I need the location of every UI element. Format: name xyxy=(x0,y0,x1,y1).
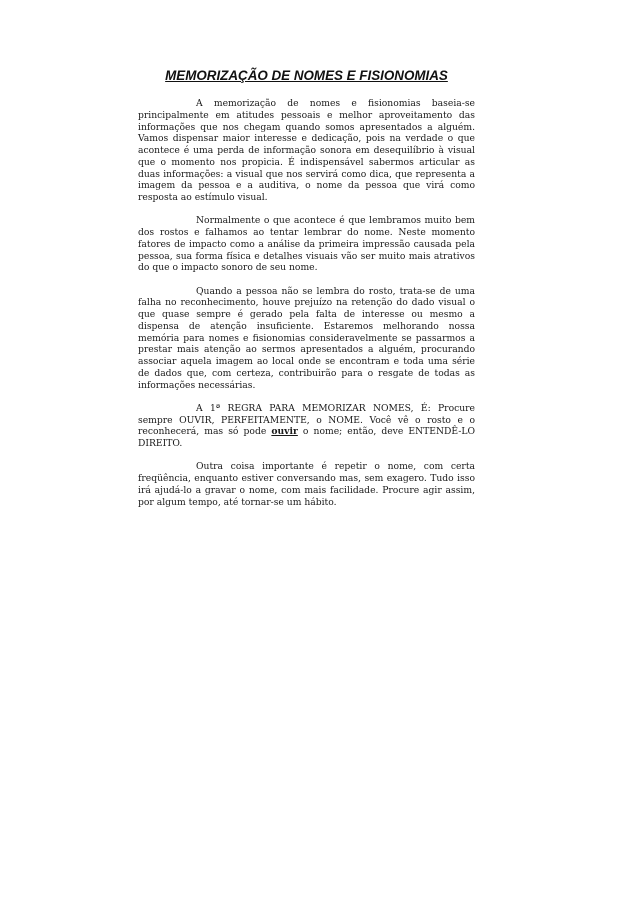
paragraph-1: A memorização de nomes e fisionomias baseia-se principalmente em atitudes pessoais e melhor aproveitamento das informações que nos chegam quando somos apresentados a alguém. Vamos dispensar maior interesse e dedicação, pois na verdade o que acontece é uma perda de informação sonora em desequilíbrio à visual que o momento nos propicia. É indispensável sabermos articular as duas informações: a visual que nos servirá como dica, que representa a imagem da pessoa e a auditiva, o nome da pessoa que virá como resposta ao estímulo visual. xyxy=(138,98,475,203)
rule-text-after: o nome; então, deve ENTENDÊ-LO DIREITO. xyxy=(138,426,475,449)
rule-text-before: A 1ª REGRA PARA MEMORIZAR NOMES, É: Procure sempre OUVIR, PERFEITAMENTE, o NOME. Você vê o rosto e o reconhecerá, mas só pode xyxy=(138,402,475,438)
paragraph-4-rule xyxy=(138,403,475,450)
paragraph-5: Outra coisa importante é repetir o nome, com certa freqüência, enquanto estiver conversando mas, sem exagero. Tudo isso irá ajudá-lo a gravar o nome, com mais facilidade. Procure agir assim, por algum tempo, até tornar-se um hábito. xyxy=(138,461,475,508)
paragraph-3: Quando a pessoa não se lembra do rosto, trata-se de uma falha no reconhecimento, houve prejuízo na retenção do dado visual o que quase sempre é gerado pela falta de interesse ou mesmo a dispensa de atenção insuficiente. Estaremos melhorando nossa memória para nomes e fisionomias consideravelmente se passarmos a prestar mais atenção ao sermos apresentados a alguém, procurando associar aquela imagem ao local onde se encontram e toda uma série de dados que, com certeza, contribuirão para o resgate de todas as informações necessárias. xyxy=(138,285,475,391)
paragraph-2: Normalmente o que acontece é que lembramos muito bem dos rostos e falhamos ao tentar lembrar do nome. Neste momento fatores de impacto como a análise da primeira impressão causada pela pessoa, sua forma física e detalhes visuais vão ser muito mais atrativos do que o impacto sonoro de seu nome. xyxy=(138,215,475,274)
rule-emphasis-word: ouvir xyxy=(271,426,298,438)
document-title: MEMORIZAÇÃO DE NOMES E FISIONOMIAS xyxy=(165,68,448,83)
document-page xyxy=(138,68,475,520)
